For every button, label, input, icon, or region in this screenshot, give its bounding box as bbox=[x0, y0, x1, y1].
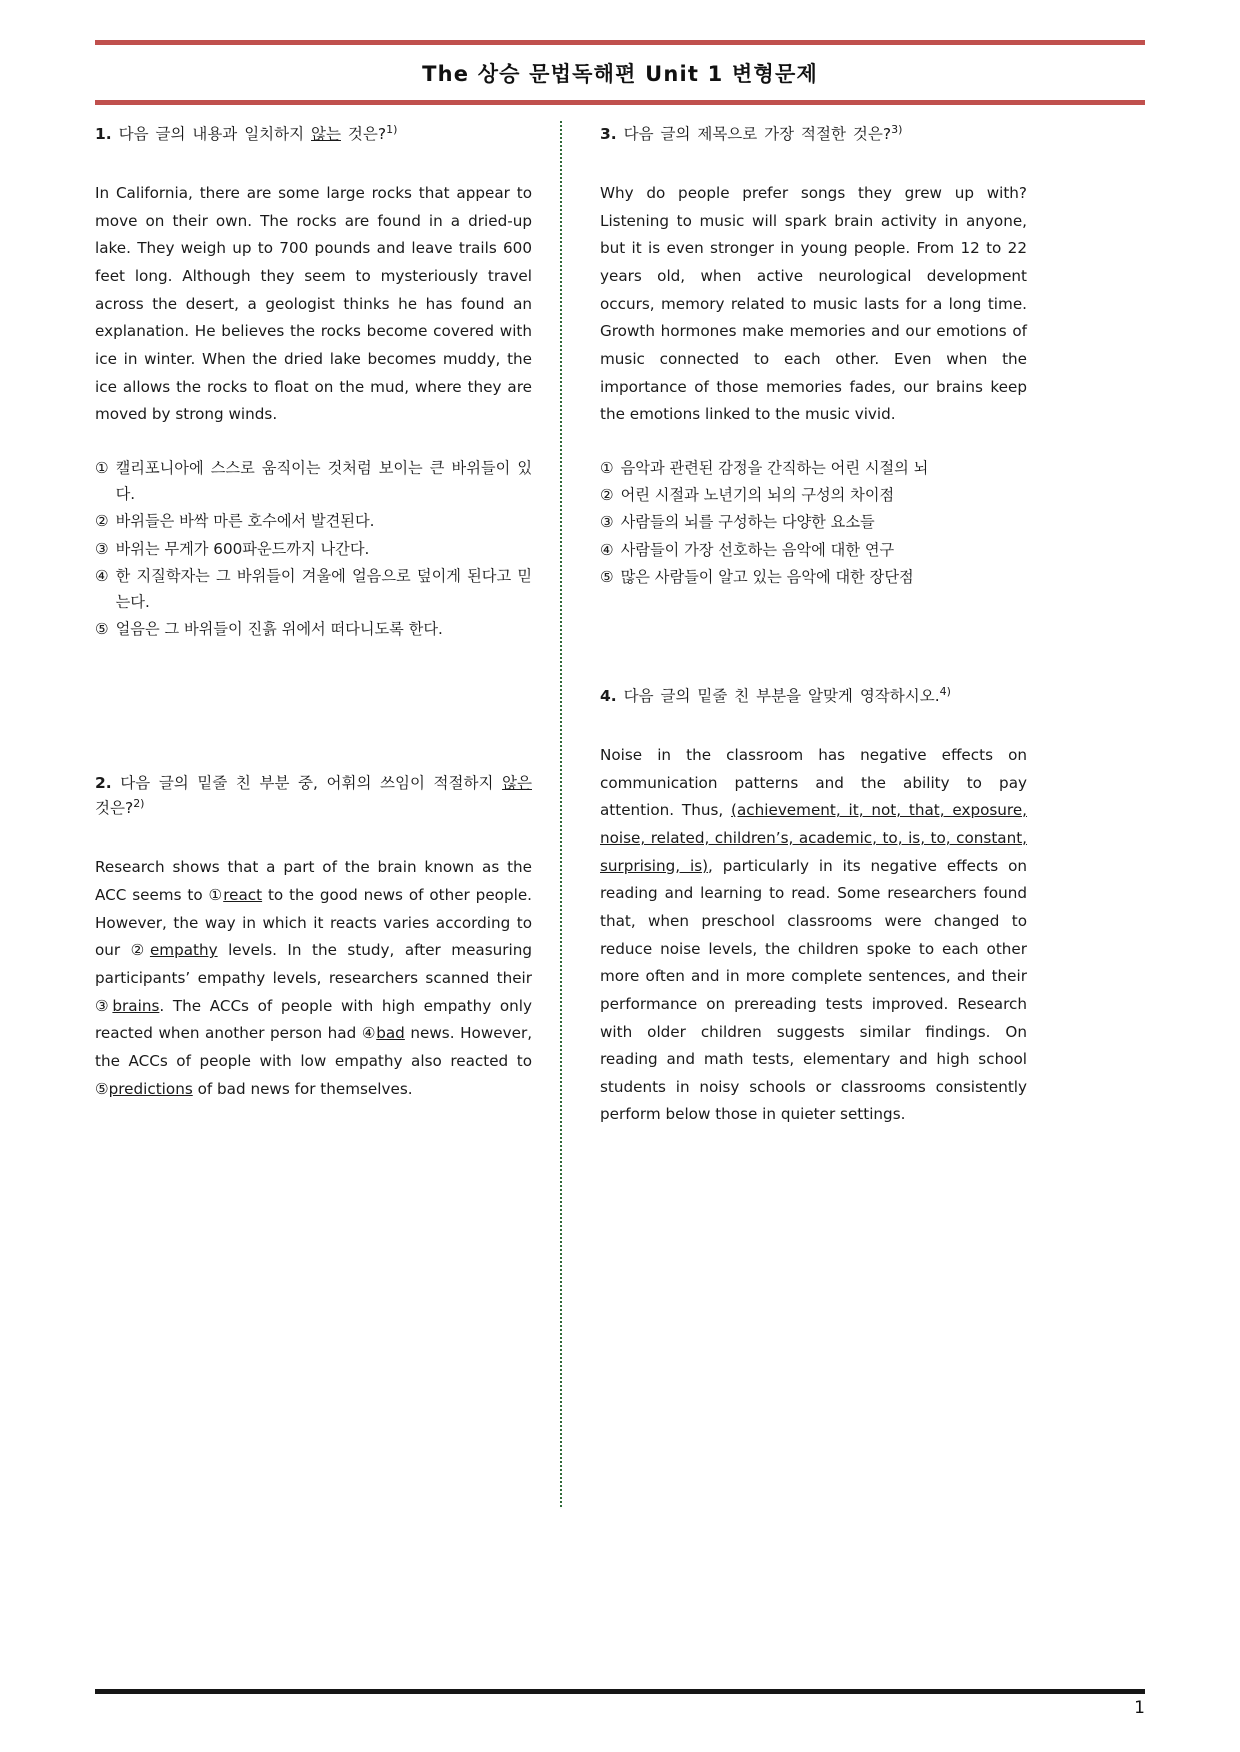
choice-text: 사람들이 가장 선호하는 음악에 대한 연구 bbox=[620, 540, 895, 559]
choice-marker: ⑤ bbox=[600, 567, 614, 586]
choice-marker: ② bbox=[95, 512, 109, 531]
choice-marker: ⑤ bbox=[95, 619, 109, 638]
passage-text: Research shows that a part of the brain known as the ACC seems to bbox=[95, 858, 532, 904]
spacer-right bbox=[600, 591, 1027, 683]
question-1-stem-underline: 않는 bbox=[311, 125, 341, 144]
question-1-footnote-ref: 1) bbox=[386, 123, 398, 136]
choice-item[interactable] bbox=[95, 563, 532, 615]
question-4-passage bbox=[600, 742, 1027, 1129]
column-divider bbox=[560, 121, 562, 1507]
passage-text: of bad news for themselves. bbox=[192, 1079, 413, 1098]
choice-marker: ③ bbox=[600, 513, 614, 532]
choice-text: 바위는 무게가 600파운드까지 나간다. bbox=[115, 539, 370, 558]
choice-item[interactable] bbox=[95, 536, 532, 562]
question-2-number: 2. bbox=[95, 774, 112, 793]
question-4 bbox=[600, 683, 1027, 1129]
question-1 bbox=[95, 121, 532, 642]
question-3-choices bbox=[600, 455, 1027, 590]
question-1-choices bbox=[95, 455, 532, 642]
passage-text: to the good news of other people. However, the way in which it reacts varies according to our bbox=[95, 885, 532, 960]
vocab-word: empathy bbox=[149, 941, 218, 960]
question-3-number: 3. bbox=[600, 125, 617, 144]
passage-text: . The ACCs of people with high empathy only reacted when another person had bbox=[95, 996, 532, 1043]
two-column-body bbox=[95, 121, 1145, 1507]
choice-item[interactable] bbox=[600, 509, 1027, 535]
question-2-stem-after: 것은? bbox=[95, 799, 134, 818]
vocab-word: bad bbox=[376, 1024, 405, 1043]
choice-text: 바위들은 바싹 마른 호수에서 발견된다. bbox=[115, 512, 375, 531]
page-footer bbox=[95, 1689, 1145, 1718]
question-1-stem-before: 다음 글의 내용과 일치하지 bbox=[111, 125, 312, 144]
choice-item[interactable] bbox=[600, 564, 1027, 590]
header-rule-bottom bbox=[95, 100, 1145, 105]
question-2-passage bbox=[95, 854, 532, 1103]
question-2-stem-underline: 않은 bbox=[502, 774, 532, 793]
question-2-stem-before: 다음 글의 밑줄 친 부분 중, 어휘의 쓰임이 적절하지 bbox=[111, 774, 503, 793]
choice-text: 많은 사람들이 알고 있는 음악에 대한 장단점 bbox=[620, 567, 914, 586]
vocab-marker: ② bbox=[130, 941, 150, 960]
choice-text: 한 지질학자는 그 바위들이 겨울에 얼음으로 덮이게 된다고 믿는다. bbox=[115, 566, 532, 611]
vocab-word: react bbox=[223, 885, 263, 904]
question-1-passage: In California, there are some large rocks that appear to move on their own. The rocks are found in a dried-up lake. They weigh up to 700 pounds and leave trails 600 feet long. Although they seem to mysteriously travel across the desert, a geologist thinks he has found an explanation. He believes the rocks become covered with ice in winter. When the dried lake becomes muddy, the ice allows the rocks to float on the mud, where they are moved by strong winds. bbox=[95, 184, 532, 424]
right-column bbox=[572, 121, 1027, 1507]
question-2-footnote-ref: 2) bbox=[133, 797, 145, 811]
numbered-vocab[interactable] bbox=[131, 941, 218, 959]
question-3-passage: Why do people prefer songs they grew up with? Listening to music will spark brain activity in anyone, but it is even stronger in young people. From 12 to 22 years old, when active neurological development occurs, memory related to music lasts for a long time. Growth hormones make memories and our emotions of music connected to each other. Even when the importance of those memories fades, our brains keep the emotions linked to the music vivid. bbox=[600, 184, 1027, 424]
numbered-vocab[interactable] bbox=[95, 997, 159, 1015]
page-title: The 상승 문법독해편 Unit 1 변형문제 bbox=[422, 62, 818, 86]
passage-text: news. However, the ACCs of people with low empathy also reacted to bbox=[95, 1024, 533, 1070]
choice-item[interactable] bbox=[600, 455, 1027, 481]
choice-marker: ② bbox=[600, 486, 614, 505]
choice-item[interactable] bbox=[95, 455, 532, 507]
choice-marker: ④ bbox=[600, 540, 614, 559]
choice-text: 사람들의 뇌를 구성하는 다양한 요소들 bbox=[620, 513, 875, 532]
spacer-left bbox=[95, 643, 532, 771]
question-3-stem bbox=[600, 121, 1027, 146]
numbered-vocab[interactable] bbox=[95, 1080, 193, 1098]
question-4-passage-lead: Noise in the classroom has negative effects on communication patterns and the ability to pay attention. Thus, bbox=[600, 745, 1027, 820]
question-3 bbox=[600, 121, 1027, 590]
choice-marker: ④ bbox=[95, 566, 109, 585]
vocab-marker: ④ bbox=[361, 1024, 377, 1043]
choice-text: 어린 시절과 노년기의 뇌의 구성의 차이점 bbox=[620, 486, 895, 505]
question-4-footnote-ref: 4) bbox=[939, 684, 951, 698]
vocab-word: brains bbox=[112, 996, 160, 1015]
choice-item[interactable] bbox=[600, 482, 1027, 508]
choice-item[interactable] bbox=[95, 616, 532, 642]
choice-item[interactable] bbox=[95, 508, 532, 534]
choice-marker: ① bbox=[95, 459, 109, 478]
choice-item[interactable] bbox=[600, 537, 1027, 563]
choice-marker: ① bbox=[600, 459, 614, 478]
question-2 bbox=[95, 771, 532, 1103]
vocab-marker: ① bbox=[208, 885, 224, 904]
choice-marker: ③ bbox=[95, 539, 109, 558]
left-column bbox=[95, 121, 550, 1507]
question-1-stem bbox=[95, 121, 532, 146]
question-4-scrambled-words: (achievement, it, not, that, exposure, noise, related, children’s, academic, to, is, to, constant, surprising, is) bbox=[600, 801, 1028, 875]
numbered-vocab[interactable] bbox=[362, 1024, 405, 1042]
choice-text: 얼음은 그 바위들이 진흙 위에서 떠다니도록 한다. bbox=[115, 619, 443, 638]
question-4-stem bbox=[600, 683, 1027, 708]
question-3-stem-before: 다음 글의 제목으로 가장 적절한 것은? bbox=[616, 125, 892, 144]
choice-text: 캘리포니아에 스스로 움직이는 것처럼 보이는 큰 바위들이 있다. bbox=[115, 459, 532, 504]
question-4-number: 4. bbox=[600, 686, 617, 705]
vocab-marker: ③ bbox=[95, 996, 113, 1015]
choice-text: 음악과 관련된 감정을 간직하는 어린 시절의 뇌 bbox=[620, 459, 929, 478]
question-1-number: 1. bbox=[95, 125, 112, 144]
question-4-stem-before: 다음 글의 밑줄 친 부분을 알맞게 영작하시오. bbox=[616, 686, 940, 705]
question-2-stem bbox=[95, 771, 532, 820]
question-4-passage-tail: , particularly in its negative effects on reading and learning to read. Some researchers found that, when preschool classrooms were changed to reduce noise levels, the children spoke to each other more often and in more complete sentences, and their performance on prereading tests improved. Research with older children suggests similar findings. On reading and math tests, elementary and high school students in noisy schools or classrooms consistently perform below those in quieter settings. bbox=[600, 856, 1027, 1124]
page-number: 1 bbox=[1134, 1698, 1145, 1718]
passage-text: levels. In the study, after measuring participants’ empathy levels, researchers scanned their bbox=[95, 941, 532, 987]
numbered-vocab[interactable] bbox=[209, 886, 263, 904]
question-1-stem-after: 것은? bbox=[340, 125, 387, 144]
vocab-word: predictions bbox=[108, 1079, 193, 1098]
vocab-marker: ⑤ bbox=[95, 1079, 109, 1098]
question-3-footnote-ref: 3) bbox=[891, 123, 903, 136]
